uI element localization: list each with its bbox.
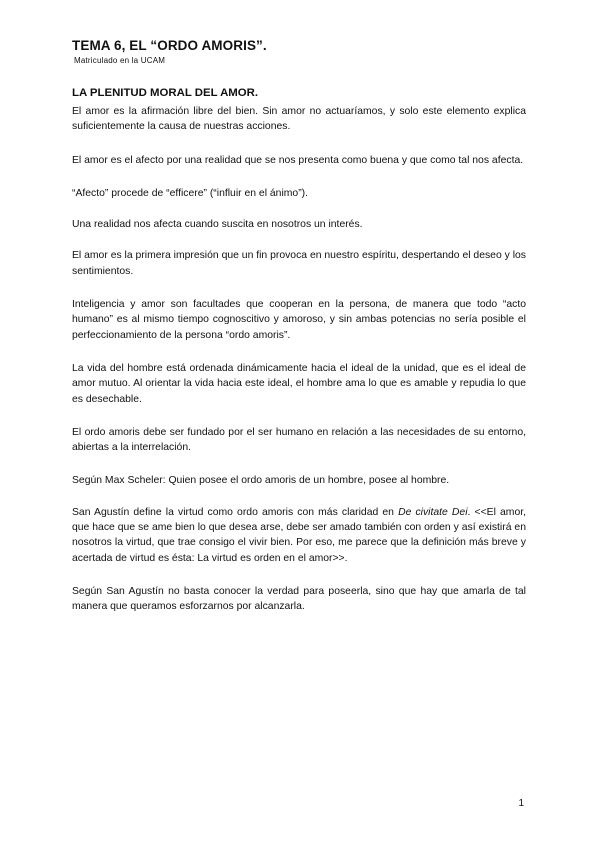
paragraph: La vida del hombre está ordenada dinámicamente hacia el ideal de la unidad, que es el ideal de amor mutuo. Al orientar la vida hacia este ideal, el hombre ama lo que es amable y repudia lo que es desechable.: [72, 362, 526, 405]
augustine-text-start: San Agustín define la virtud como ordo amoris con más claridad en: [72, 506, 399, 518]
book-title-italic: De civitate Dei: [398, 506, 468, 518]
paragraph: El amor es la primera impresión que un fin provoca en nuestro espíritu, despertando el deseo y los sentimientos.: [72, 250, 526, 277]
document-subtitle: Matriculado en la UCAM: [74, 56, 166, 65]
paragraph: El amor es la afirmación libre del bien. Sin amor no actuaríamos, y solo este elemento explica suficientemente la causa de nuestras acciones.: [72, 106, 526, 133]
paragraph: Una realidad nos afecta cuando suscita en nosotros un interés.: [72, 219, 363, 231]
augustine-text-end: . <<El amor, que hace que se ame bien lo que desea arse, debe ser amado también con orden y así existirá en nosotros la virtud, que trae consigo el vivir bien. Por eso, me parece que la definición más breve y acertada de virtud es ésta: La virtud es orden en el amor>>.: [72, 506, 526, 564]
paragraph: “Afecto” procede de “efficere” (“influir en el ánimo”).: [72, 187, 309, 199]
document-body: [72, 86, 526, 633]
paragraph: Según Max Scheler: Quien posee el ordo amoris de un hombre, posee al hombre.: [72, 475, 450, 487]
section-heading: LA PLENITUD MORAL DEL AMOR.: [72, 87, 259, 99]
paragraph-augustine: [72, 505, 526, 566]
document-title: TEMA 6, EL “ORDO AMORIS”.: [72, 38, 267, 53]
page-number: 1: [518, 798, 524, 809]
paragraph: El amor es el afecto por una realidad que se nos presenta como buena y que como tal nos afecta.: [72, 154, 524, 166]
paragraph-final: Según San Agustín no basta conocer la verdad para poseerla, sino que hay que amarla de tal manera que queramos esforzarnos por alcanzarla.: [72, 585, 526, 613]
paragraph: Inteligencia y amor son facultades que cooperan en la persona, de manera que todo “acto humano” es al mismo tiempo cognoscitivo y amoroso, y sin ambas potencias no sería posible el perfeccionamiento de la persona “ordo amoris”.: [72, 299, 526, 341]
paragraph: El ordo amoris debe ser fundado por el ser humano en relación a las necesidades de su entorno, abiertas a la interrelación.: [72, 426, 526, 454]
